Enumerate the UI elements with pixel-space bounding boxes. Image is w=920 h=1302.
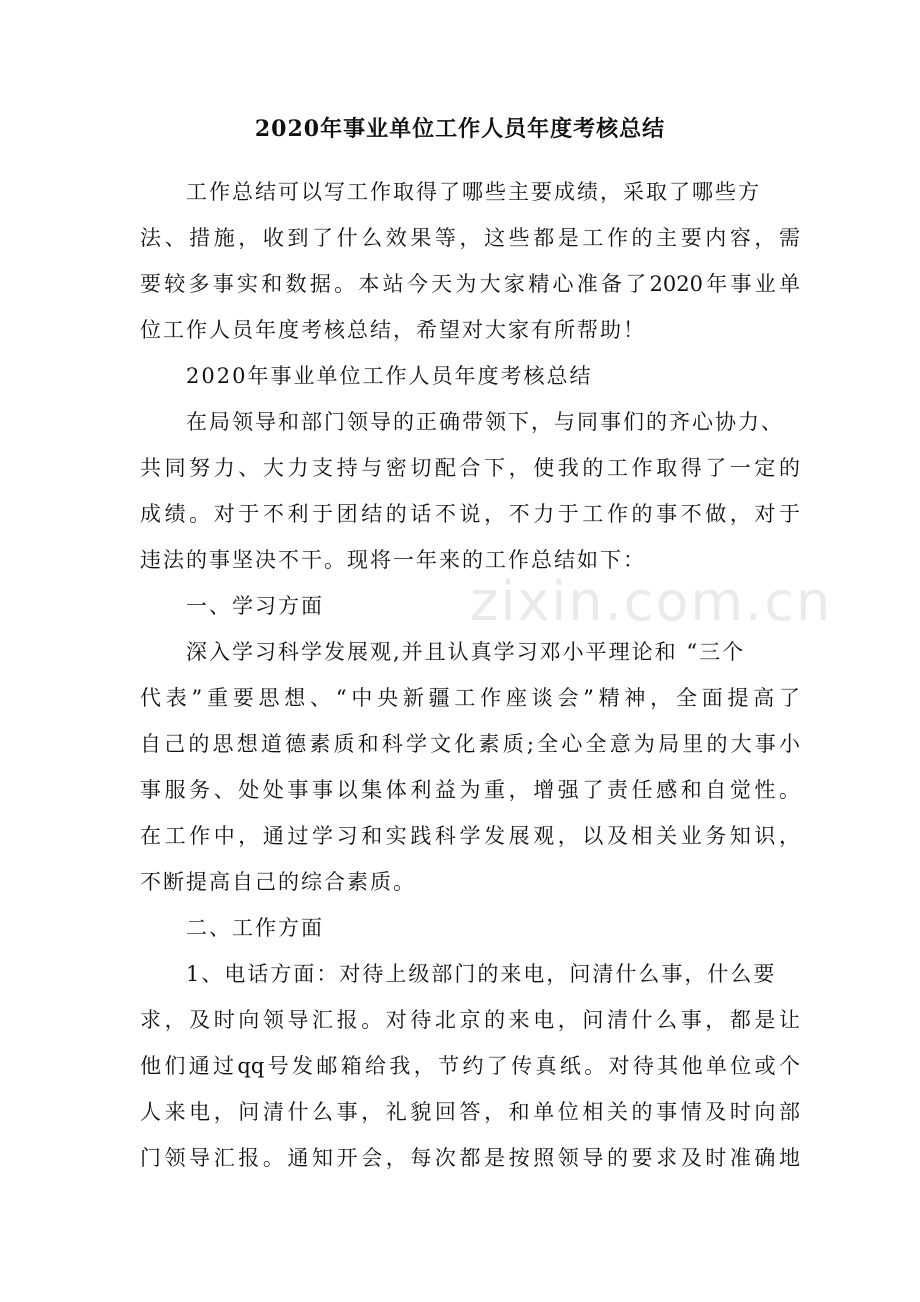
paragraph-line: 事服务、处处事事以集体利益为重，增强了责任感和自觉性。 bbox=[140, 778, 800, 802]
paragraph-line: 自己的思想道德素质和科学文化素质;全心全意为局里的大事小 bbox=[140, 732, 800, 756]
paragraph-line: 1、电话方面：对待上级部门的来电，问清什么事，什么要 bbox=[186, 962, 777, 986]
paragraph-line: 人来电，问清什么事，礼貌回答，和单位相关的事情及时向部 bbox=[140, 1100, 800, 1124]
paragraph-line: 求，及时向领导汇报。对待北京的来电，问清什么事，都是让 bbox=[140, 1008, 800, 1032]
section-heading: 二、工作方面 bbox=[186, 916, 324, 940]
paragraph-line: 不断提高自己的综合素质。 bbox=[140, 870, 416, 894]
paragraph-line: 位工作人员年度考核总结，希望对大家有所帮助！ bbox=[140, 318, 646, 342]
section-title: 2020年事业单位工作人员年度考核总结 bbox=[186, 364, 593, 388]
paragraph-line: 成绩。对于不利于团结的话不说，不力于工作的事不做，对于 bbox=[140, 502, 800, 526]
paragraph-line: 在局领导和部门领导的正确带领下，与同事们的齐心协力、 bbox=[186, 410, 784, 434]
paragraph-line: 要较多事实和数据。本站今天为大家精心准备了2020年事业单 bbox=[140, 272, 800, 296]
paragraph-line: 他们通过qq号发邮箱给我，节约了传真纸。对待其他单位或个 bbox=[140, 1054, 800, 1078]
paragraph-line: 门领导汇报。通知开会，每次都是按照领导的要求及时准确地 bbox=[140, 1146, 800, 1170]
document-title: 2020年事业单位工作人员年度考核总结 bbox=[254, 116, 666, 142]
paragraph-line: 代表”重要思想、“中央新疆工作座谈会”精神，全面提高了 bbox=[140, 686, 800, 710]
paragraph-line: 深入学习科学发展观,并且认真学习邓小平理论和 “三个 bbox=[186, 640, 746, 664]
watermark: zixin.com.cn bbox=[470, 570, 833, 633]
section-heading: 一、学习方面 bbox=[186, 594, 324, 618]
paragraph-line: 违法的事坚决不干。现将一年来的工作总结如下： bbox=[140, 548, 646, 572]
paragraph-line: 工作总结可以写工作取得了哪些主要成绩，采取了哪些方 bbox=[186, 180, 761, 204]
paragraph-line: 在工作中，通过学习和实践科学发展观，以及相关业务知识， bbox=[140, 824, 800, 848]
paragraph-line: 共同努力、大力支持与密切配合下，使我的工作取得了一定的 bbox=[140, 456, 800, 480]
paragraph-line: 法、措施，收到了什么效果等，这些都是工作的主要内容，需 bbox=[140, 226, 800, 250]
